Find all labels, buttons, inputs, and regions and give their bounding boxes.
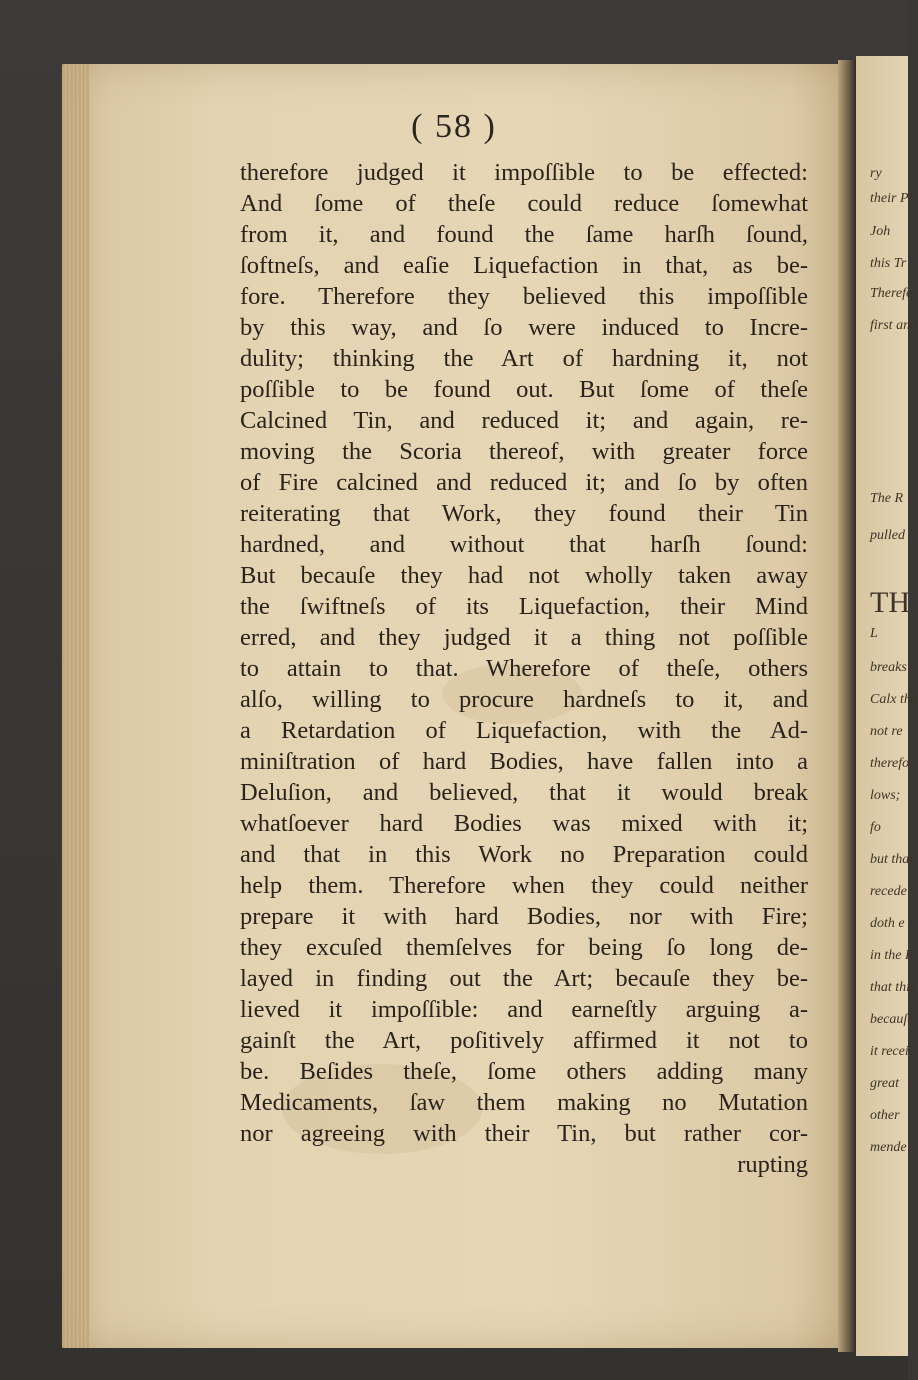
text-line: ſoftneſs, and eaſie Liquefaction in that, as be- bbox=[240, 252, 808, 279]
text-line: from it, and found the ſame harſh ſound, bbox=[240, 221, 808, 248]
facing-fragment: but that bbox=[870, 852, 914, 867]
text-line: of Fire calcined and reduced it; and ſo by often bbox=[240, 469, 808, 496]
text-line: by this way, and ſo were induced to Incre- bbox=[240, 314, 808, 341]
text-line: they excuſed themſelves for being ſo long de- bbox=[240, 934, 808, 961]
text-line: the ſwiftneſs of its Liquefaction, their Mind bbox=[240, 593, 808, 620]
facing-fragment: it receiv bbox=[870, 1044, 915, 1059]
facing-fragment: The R bbox=[870, 491, 904, 506]
facing-fragment: their Ph bbox=[870, 191, 916, 206]
text-line: erred, and they judged it a thing not poſſible bbox=[240, 624, 808, 651]
text-line: gainſt the Art, poſitively affirmed it not to bbox=[240, 1027, 808, 1054]
text-line: alſo, willing to procure hardneſs to it, and bbox=[240, 686, 808, 713]
text-line: Calcined Tin, and reduced it; and again, re- bbox=[240, 407, 808, 434]
text-line: layed in finding out the Art; becauſe they be- bbox=[240, 965, 808, 992]
facing-fragment: Joh bbox=[870, 224, 891, 239]
text-line: help them. Therefore when they could neither bbox=[240, 872, 808, 899]
text-line: prepare it with hard Bodies, nor with Fire; bbox=[240, 903, 808, 930]
facing-fragment: this Tr bbox=[870, 256, 907, 271]
facing-fragment: doth e bbox=[870, 916, 905, 931]
text-line: nor agreeing with their Tin, but rather cor- bbox=[240, 1120, 808, 1147]
text-line: Medicaments, ſaw them making no Mutation bbox=[240, 1089, 808, 1116]
text-line: whatſoever hard Bodies was mixed with it; bbox=[240, 810, 808, 837]
facing-fragment: in the P bbox=[870, 948, 914, 963]
facing-fragment: other bbox=[870, 1108, 900, 1123]
facing-fragment: first and bbox=[870, 318, 918, 333]
facing-page bbox=[856, 56, 918, 1356]
text-line: moving the Scoria thereof, with greater force bbox=[240, 438, 808, 465]
facing-fragment: becauſe bbox=[870, 1012, 914, 1027]
text-line: and that in this Work no Preparation could bbox=[240, 841, 808, 868]
text-line: be. Beſides theſe, ſome others adding many bbox=[240, 1058, 808, 1085]
text-line: reiterating that Work, they found their Tin bbox=[240, 500, 808, 527]
text-line: fore. Therefore they believed this impoſſible bbox=[240, 283, 808, 310]
facing-fragment: breaks bbox=[870, 660, 907, 675]
page-number: ( 58 ) bbox=[411, 108, 497, 145]
facing-fragment: recede bbox=[870, 884, 907, 899]
facing-fragment: fo bbox=[870, 820, 881, 835]
page-edge bbox=[62, 64, 90, 1348]
body-text bbox=[240, 157, 808, 1180]
facing-fragment: great bbox=[870, 1076, 900, 1091]
text-line: hardned, and without that harſh ſound: bbox=[240, 531, 808, 558]
facing-fragment: therefo bbox=[870, 756, 910, 771]
facing-fragment: lows; bbox=[870, 788, 901, 803]
text-line: therefore judged it impoſſible to be effected: bbox=[240, 159, 808, 186]
text-line: Deluſion, and believed, that it would break bbox=[240, 779, 808, 806]
text-line: a Retardation of Liquefaction, with the Ad- bbox=[240, 717, 808, 744]
facing-fragment: L bbox=[870, 626, 878, 641]
facing-fragment: ry bbox=[870, 166, 882, 181]
text-line: dulity; thinking the Art of hardning it, not bbox=[240, 345, 808, 372]
facing-fragment: that this bbox=[870, 980, 916, 995]
facing-fragment: pulled bbox=[870, 528, 905, 543]
text-line: miniſtration of hard Bodies, have fallen into a bbox=[240, 748, 808, 775]
facing-fragment: mende bbox=[870, 1140, 907, 1155]
text-line: But becauſe they had not wholly taken away bbox=[240, 562, 808, 589]
book-gutter bbox=[838, 60, 856, 1352]
catchword: rupting bbox=[737, 1151, 808, 1178]
text-line: to attain to that. Wherefore of theſe, others bbox=[240, 655, 808, 682]
text-line: poſſible to be found out. But ſome of theſe bbox=[240, 376, 808, 403]
text-line: And ſome of theſe could reduce ſomewhat bbox=[240, 190, 808, 217]
facing-fragment: TH bbox=[870, 586, 910, 619]
facing-fragment: Therefo bbox=[870, 286, 914, 301]
facing-fragment: Calx tha bbox=[870, 692, 918, 707]
text-line: lieved it impoſſible: and earneſtly arguing a- bbox=[240, 996, 808, 1023]
facing-fragment: not re bbox=[870, 724, 903, 739]
